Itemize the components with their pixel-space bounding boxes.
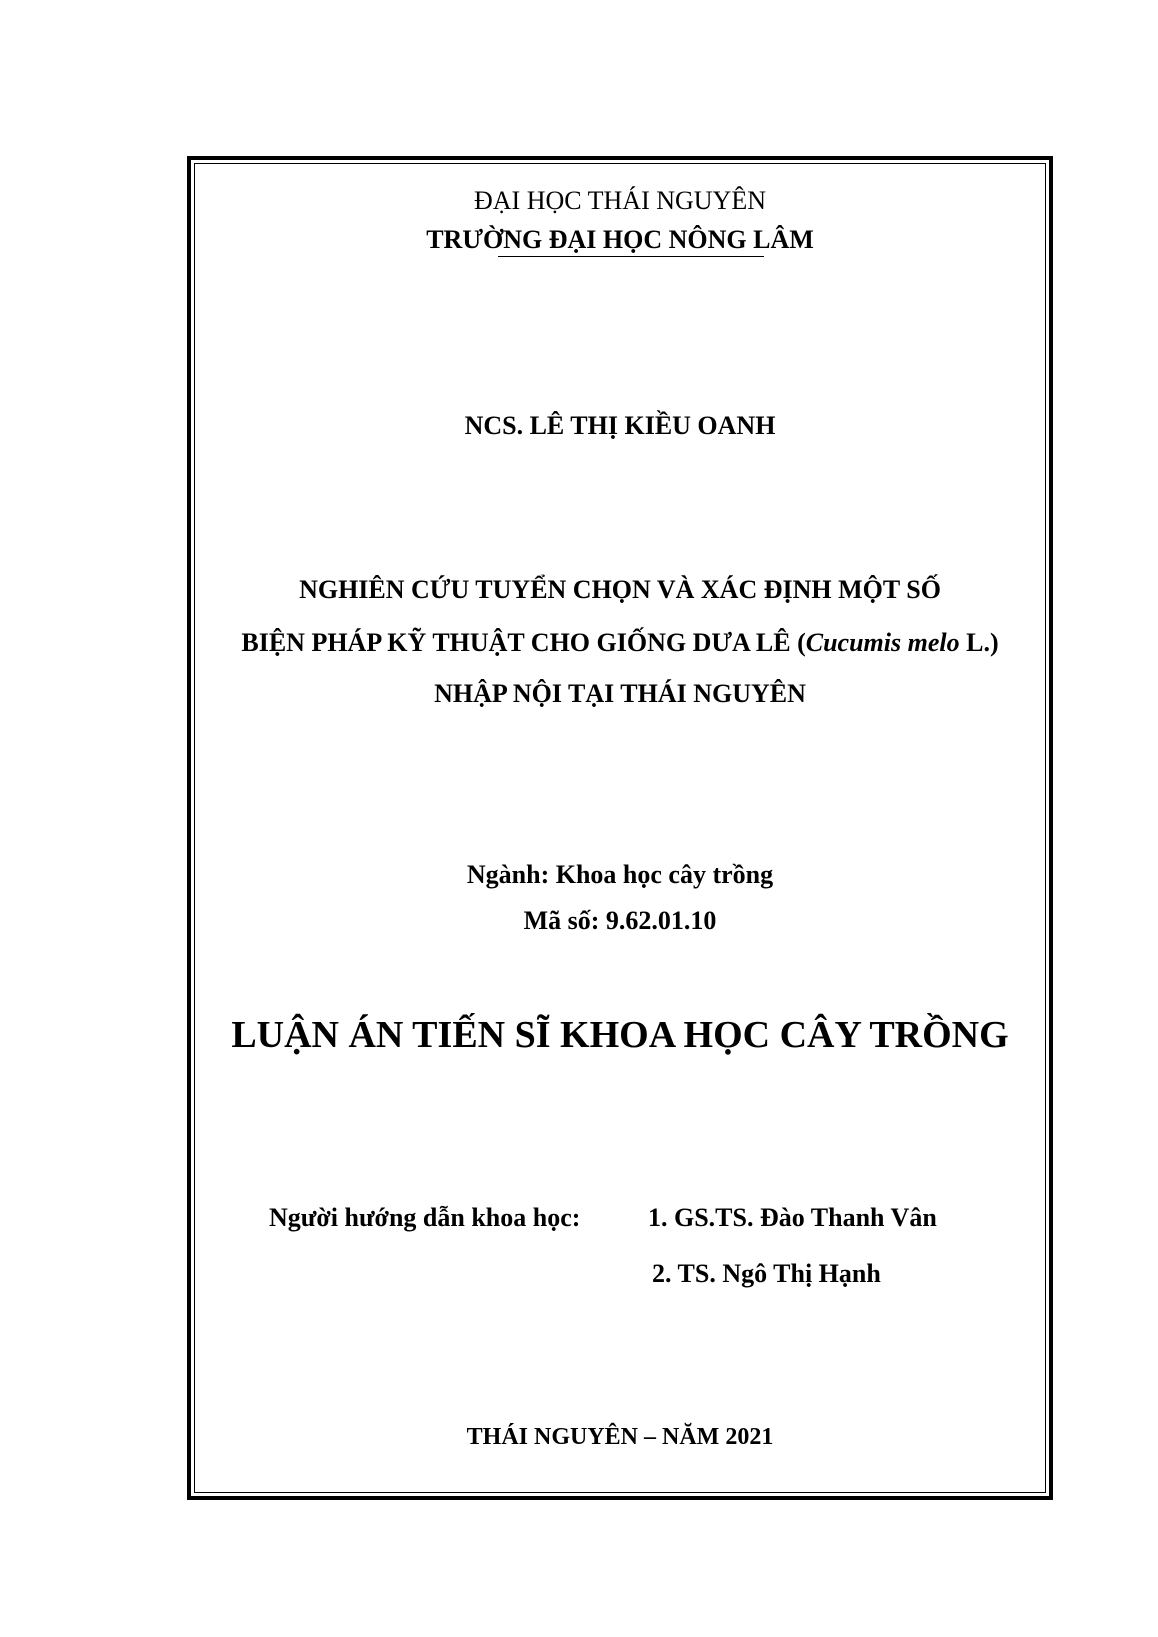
degree-title: LUẬN ÁN TIẾN SĨ KHOA HỌC CÂY TRỒNG xyxy=(231,1014,1009,1056)
thesis-title-line-2-prefix: BIỆN PHÁP KỸ THUẬT CHO GIỐNG DƯA LÊ ( xyxy=(241,628,806,657)
advisor-1: 1. GS.TS. Đào Thanh Vân xyxy=(648,1203,937,1232)
scientific-name: Cucumis melo xyxy=(805,628,960,657)
inner-page-border xyxy=(194,163,1046,1493)
place-and-year: THÁI NGUYÊN – NĂM 2021 xyxy=(466,1424,774,1450)
university-name: ĐẠI HỌC THÁI NGUYÊN xyxy=(474,186,766,215)
school-underline-divider xyxy=(498,256,764,257)
advisor-label: Người hướng dẫn khoa học: xyxy=(269,1203,581,1232)
thesis-title-line-3: NHẬP NỘI TẠI THÁI NGUYÊN xyxy=(434,679,806,708)
major-field: Ngành: Khoa học cây trồng xyxy=(466,860,774,889)
thesis-title-line-2-suffix: L.) xyxy=(959,628,999,657)
author-name: NCS. LÊ THỊ KIỀU OANH xyxy=(464,411,776,440)
advisor-2: 2. TS. Ngô Thị Hạnh xyxy=(652,1259,881,1288)
major-code: Mã số: 9.62.01.10 xyxy=(523,906,717,935)
school-name: TRƯỜNG ĐẠI HỌC NÔNG LÂM xyxy=(426,225,814,254)
thesis-title-line-2 xyxy=(194,630,1046,656)
thesis-title-line-1: NGHIÊN CỨU TUYỂN CHỌN VÀ XÁC ĐỊNH MỘT SỐ xyxy=(299,575,941,604)
